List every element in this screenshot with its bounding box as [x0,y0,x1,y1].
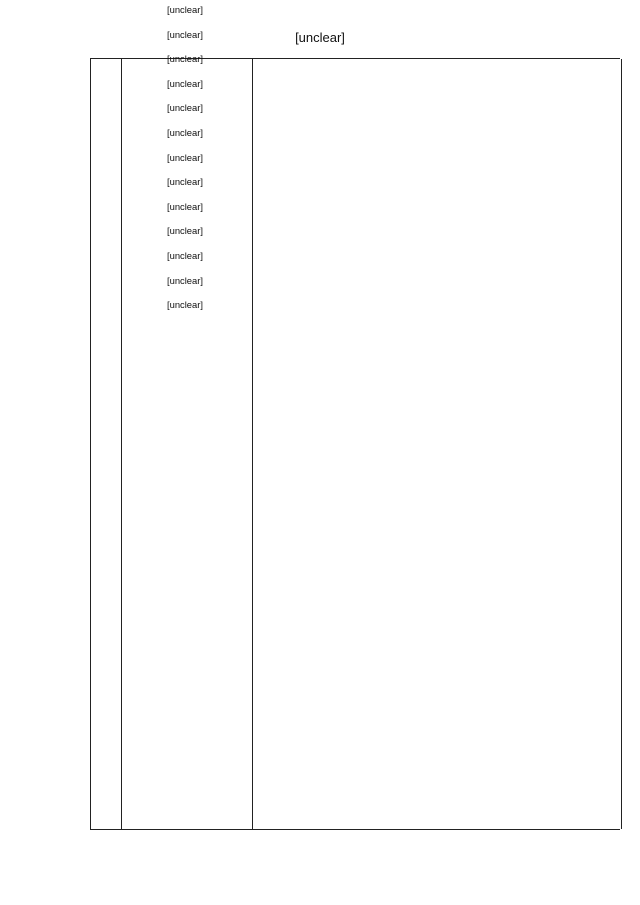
paragraph: [unclear] [167,4,203,15]
paragraph: [unclear] [167,53,203,65]
content-cell [167,4,520,324]
paragraph: [unclear] [167,249,203,261]
paragraph: [unclear] [167,151,203,163]
paragraph: [unclear] [167,299,203,311]
paragraph: [unclear] [167,126,203,138]
paragraph: [unclear] [167,77,203,89]
paragraph: [unclear] [167,274,203,286]
page-number: [unclear] [295,30,345,45]
paragraph: [unclear] [167,102,203,114]
paragraph: [unclear] [167,176,203,188]
paragraph: [unclear] [167,28,203,40]
paragraph: [unclear] [167,225,203,237]
table-column-number [91,59,122,829]
paragraph: [unclear] [167,200,203,212]
